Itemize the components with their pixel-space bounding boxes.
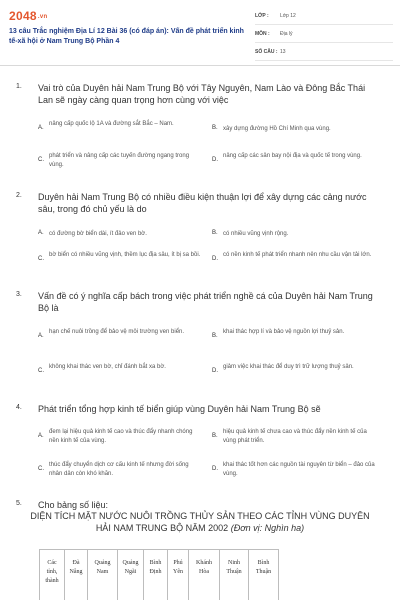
- table-header-row: [40, 550, 279, 600]
- table-header-cell: Quảng Ngãi: [118, 550, 144, 600]
- option-text: có nhiều vũng vịnh rộng.: [223, 231, 289, 237]
- option-letter: B.: [212, 125, 218, 131]
- option-letter: C.: [38, 157, 44, 163]
- table-header-cell: Bình Thuận: [249, 550, 279, 600]
- question-number: 4.: [16, 404, 22, 411]
- meta-row-subject: [255, 27, 393, 43]
- option-letter: A.: [38, 333, 44, 339]
- meta-value: Lớp 12: [280, 13, 296, 19]
- meta-label: SỐ CÂU :: [255, 49, 278, 55]
- table-header-cell: Bình Định: [144, 550, 168, 600]
- option-text: giảm việc khai thác để duy trì trữ lượng thuỷ sản.: [223, 364, 354, 370]
- option-text: bờ biển có nhiều vũng vịnh, thềm lục địa sâu, ít bị sa bồi.: [49, 252, 201, 258]
- option-letter: D.: [212, 466, 218, 472]
- question-text: Vấn đề có ý nghĩa cấp bách trong việc phát triển nghề cá của Duyên hải Nam Trung Bộ là: [38, 291, 373, 313]
- question-text: Vai trò của Duyên hải Nam Trung Bộ với Tây Nguyên, Nam Lào và Đông Bắc Thái Lan sẽ ngày càng quan trọng hơn cùng với việc: [38, 83, 366, 105]
- option-letter: D.: [212, 368, 218, 374]
- site-logo[interactable]: [9, 9, 47, 23]
- option-text: có đường bờ biển dài, ít đảo ven bờ.: [49, 231, 147, 237]
- question-text: Cho bảng số liệu:: [38, 500, 109, 510]
- meta-label: MÔN :: [255, 31, 270, 37]
- data-table: [39, 549, 279, 600]
- option-text: khai thác hợp lí và bảo vệ nguồn lợi thuỷ sản.: [223, 329, 345, 335]
- table-header-cell: Phú Yên: [168, 550, 189, 600]
- option-text: không khai thác ven bờ, chỉ đánh bắt xa bờ.: [49, 364, 166, 370]
- table-header-cell: Các tỉnh, thành: [40, 550, 65, 600]
- question-text: Phát triển tổng hợp kinh tế biển giúp vùng Duyên hải Nam Trung Bộ sẽ: [38, 404, 321, 414]
- option-letter: B.: [212, 230, 218, 236]
- option-letter: A.: [38, 125, 44, 131]
- option-text: đem lại hiệu quả kinh tế cao và thúc đẩy nhanh chóng nền kinh tế của vùng.: [49, 429, 193, 444]
- option-letter: C.: [38, 466, 44, 472]
- page-header: [0, 0, 400, 66]
- option-text: thúc đẩy chuyển dịch cơ cấu kinh tế nhưng đời sống nhân dân còn khó khăn.: [49, 462, 189, 477]
- table-header-cell: Quảng Nam: [88, 550, 118, 600]
- table-title: [30, 510, 370, 534]
- question-number: 5.: [16, 500, 22, 507]
- option-letter: A.: [38, 433, 44, 439]
- option-text: nâng cấp quốc lộ 1A và đường sắt Bắc – Nam.: [49, 121, 174, 127]
- question-number: 3.: [16, 291, 22, 298]
- meta-row-count: [255, 45, 393, 61]
- question-number: 1.: [16, 83, 22, 90]
- option-text: hạn chế nuôi trồng để bảo vệ môi trường ven biển.: [49, 329, 185, 335]
- document-title: 13 câu Trắc nghiệm Địa Lí 12 Bài 36 (có đáp án): Vấn đề phát triển kinh tế-xã hội ở Nam Trung Bộ Phần 4: [9, 28, 244, 45]
- option-letter: D.: [212, 157, 218, 163]
- option-letter: D.: [212, 256, 218, 262]
- table-title-text: DIỆN TÍCH MẶT NƯỚC NUÔI TRỒNG THỦY SẢN THEO CÁC TỈNH VÙNG DUYÊN HẢI NAM TRUNG BỘ NĂM 2002: [30, 511, 370, 533]
- meta-label: LỚP :: [255, 13, 269, 19]
- meta-value: 13: [280, 49, 286, 55]
- table-unit: (Đơn vị: Nghìn ha): [230, 523, 305, 533]
- option-text: xây dựng đường Hồ Chí Minh qua vùng.: [223, 126, 331, 132]
- question-text: Duyên hải Nam Trung Bộ có nhiều điều kiện thuận lợi để xây dựng các cảng nước sâu, trong đó chủ yếu là do: [38, 192, 367, 214]
- option-letter: C.: [38, 368, 44, 374]
- table-header-cell: Khánh Hòa: [189, 550, 220, 600]
- option-letter: B.: [212, 333, 218, 339]
- option-letter: B.: [212, 433, 218, 439]
- option-text: có nền kinh tế phát triển nhanh nên nhu cầu vận tải lớn.: [223, 252, 372, 258]
- option-letter: C.: [38, 256, 44, 262]
- table-header-cell: Đà Nẵng: [65, 550, 88, 600]
- option-text: phát triển và nâng cấp các tuyến đường ngang trong vùng.: [49, 153, 190, 168]
- option-letter: A.: [38, 230, 44, 236]
- logo-text: 2048: [9, 9, 37, 23]
- meta-row-class: [255, 9, 393, 25]
- logo-tld: .vn: [37, 13, 48, 20]
- option-text: khai thác tốt hơn các nguồn tài nguyên từ biển – đảo của vùng.: [223, 462, 375, 477]
- document-meta: [255, 9, 393, 63]
- option-text: hiệu quả kinh tế chưa cao và thúc đẩy nền kinh tế của vùng phát triển.: [223, 429, 367, 444]
- table-header-cell: Ninh Thuận: [220, 550, 249, 600]
- question-number: 2.: [16, 192, 22, 199]
- meta-value: Địa lý: [280, 31, 293, 37]
- option-text: nâng cấp các sân bay nội địa và quốc tế trong vùng.: [223, 153, 362, 159]
